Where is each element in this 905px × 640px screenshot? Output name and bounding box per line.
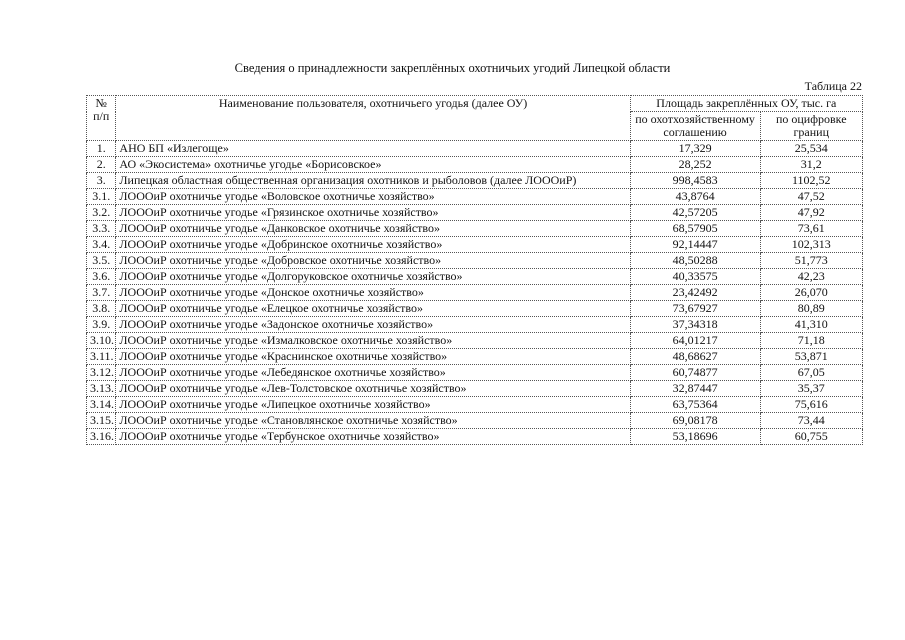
- header-area-digitization: по оцифровке границ: [760, 112, 863, 141]
- table-row: [87, 205, 863, 221]
- row-number: 3.10.: [87, 333, 116, 349]
- table-row: [87, 221, 863, 237]
- row-number: 3.11.: [87, 349, 116, 365]
- header-name: Наименование пользователя, охотничьего угодья (далее ОУ): [116, 96, 630, 141]
- row-name: ЛОООиР охотничье угодье «Тербунское охотничье хозяйство»: [116, 429, 630, 445]
- table-row: [87, 429, 863, 445]
- row-area-digitization: 75,616: [760, 397, 863, 413]
- row-name: ЛОООиР охотничье угодье «Лебедянское охотничье хозяйство»: [116, 365, 630, 381]
- table-row: [87, 317, 863, 333]
- row-area-agreement: 28,252: [630, 157, 760, 173]
- row-area-digitization: 73,44: [760, 413, 863, 429]
- row-number: 3.9.: [87, 317, 116, 333]
- row-name: ЛОООиР охотничье угодье «Донское охотничье хозяйство»: [116, 285, 630, 301]
- table-row: [87, 237, 863, 253]
- table-row: [87, 381, 863, 397]
- row-area-agreement: 43,8764: [630, 189, 760, 205]
- row-number: 3.15.: [87, 413, 116, 429]
- row-area-agreement: 60,74877: [630, 365, 760, 381]
- header-area-agreement: по охотхозяйственному соглашению: [630, 112, 760, 141]
- row-name: АО «Экосистема» охотничье угодье «Борисовское»: [116, 157, 630, 173]
- row-area-digitization: 73,61: [760, 221, 863, 237]
- row-name: ЛОООиР охотничье угодье «Данковское охотничье хозяйство»: [116, 221, 630, 237]
- table-row: [87, 301, 863, 317]
- row-name: ЛОООиР охотничье угодье «Становлянское охотничье хозяйство»: [116, 413, 630, 429]
- row-area-agreement: 92,14447: [630, 237, 760, 253]
- row-name: Липецкая областная общественная организация охотников и рыболовов (далее ЛОООиР): [116, 173, 630, 189]
- row-area-agreement: 69,08178: [630, 413, 760, 429]
- row-area-digitization: 102,313: [760, 237, 863, 253]
- row-number: 3.4.: [87, 237, 116, 253]
- table-row: [87, 333, 863, 349]
- row-name: ЛОООиР охотничье угодье «Добровское охотничье хозяйство»: [116, 253, 630, 269]
- table-row: [87, 349, 863, 365]
- row-number: 3.2.: [87, 205, 116, 221]
- row-area-digitization: 47,92: [760, 205, 863, 221]
- row-area-digitization: 41,310: [760, 317, 863, 333]
- document-title: Сведения о принадлежности закреплённых охотничьих угодий Липецкой области: [234, 61, 671, 75]
- row-area-agreement: 63,75364: [630, 397, 760, 413]
- row-area-agreement: 17,329: [630, 141, 760, 157]
- row-area-agreement: 73,67927: [630, 301, 760, 317]
- row-area-digitization: 53,871: [760, 349, 863, 365]
- header-number: № п/п: [87, 96, 116, 141]
- row-number: 3.: [87, 173, 116, 189]
- row-name: ЛОООиР охотничье угодье «Воловское охотничье хозяйство»: [116, 189, 630, 205]
- table-row: [87, 365, 863, 381]
- row-area-digitization: 25,534: [760, 141, 863, 157]
- table-header: [87, 96, 863, 141]
- row-area-digitization: 47,52: [760, 189, 863, 205]
- row-area-digitization: 26,070: [760, 285, 863, 301]
- row-area-agreement: 48,50288: [630, 253, 760, 269]
- row-number: 3.14.: [87, 397, 116, 413]
- row-number: 3.7.: [87, 285, 116, 301]
- row-number: 3.5.: [87, 253, 116, 269]
- table-row: [87, 285, 863, 301]
- row-area-digitization: 67,05: [760, 365, 863, 381]
- row-number: 3.3.: [87, 221, 116, 237]
- row-name: ЛОООиР охотничье угодье «Краснинское охотничье хозяйство»: [116, 349, 630, 365]
- table-row: [87, 157, 863, 173]
- row-name: ЛОООиР охотничье угодье «Елецкое охотничье хозяйство»: [116, 301, 630, 317]
- row-name: ЛОООиР охотничье угодье «Лев-Толстовское охотничье хозяйство»: [116, 381, 630, 397]
- row-area-agreement: 998,4583: [630, 173, 760, 189]
- row-area-agreement: 40,33575: [630, 269, 760, 285]
- table-row: [87, 173, 863, 189]
- row-number: 3.6.: [87, 269, 116, 285]
- row-number: 3.12.: [87, 365, 116, 381]
- row-area-digitization: 1102,52: [760, 173, 863, 189]
- row-name: ЛОООиР охотничье угодье «Задонское охотничье хозяйство»: [116, 317, 630, 333]
- table-body: [87, 141, 863, 445]
- row-name: АНО БП «Излегоще»: [116, 141, 630, 157]
- row-name: ЛОООиР охотничье угодье «Грязинское охотничье хозяйство»: [116, 205, 630, 221]
- row-area-agreement: 23,42492: [630, 285, 760, 301]
- row-area-digitization: 60,755: [760, 429, 863, 445]
- row-name: ЛОООиР охотничье угодье «Липецкое охотничье хозяйство»: [116, 397, 630, 413]
- table-row: [87, 413, 863, 429]
- row-area-agreement: 42,57205: [630, 205, 760, 221]
- header-area-group: Площадь закреплённых ОУ, тыс. га: [630, 96, 862, 112]
- row-number: 3.1.: [87, 189, 116, 205]
- row-area-digitization: 42,23: [760, 269, 863, 285]
- table-row: [87, 269, 863, 285]
- row-number: 3.16.: [87, 429, 116, 445]
- row-area-digitization: 35,37: [760, 381, 863, 397]
- row-area-digitization: 80,89: [760, 301, 863, 317]
- row-area-agreement: 64,01217: [630, 333, 760, 349]
- hunting-grounds-table: [86, 95, 863, 445]
- row-name: ЛОООиР охотничье угодье «Добринское охотничье хозяйство»: [116, 237, 630, 253]
- table-row: [87, 141, 863, 157]
- row-area-digitization: 71,18: [760, 333, 863, 349]
- row-name: ЛОООиР охотничье угодье «Измалковское охотничье хозяйство»: [116, 333, 630, 349]
- row-name: ЛОООиР охотничье угодье «Долгоруковское охотничье хозяйство»: [116, 269, 630, 285]
- row-area-agreement: 48,68627: [630, 349, 760, 365]
- table-row: [87, 397, 863, 413]
- row-area-agreement: 37,34318: [630, 317, 760, 333]
- row-area-agreement: 53,18696: [630, 429, 760, 445]
- row-number: 3.13.: [87, 381, 116, 397]
- table-row: [87, 253, 863, 269]
- table-row: [87, 189, 863, 205]
- row-area-digitization: 51,773: [760, 253, 863, 269]
- table-label: Таблица 22: [804, 79, 862, 93]
- row-number: 1.: [87, 141, 116, 157]
- row-area-agreement: 68,57905: [630, 221, 760, 237]
- header-row: [87, 96, 863, 112]
- row-number: 2.: [87, 157, 116, 173]
- row-number: 3.8.: [87, 301, 116, 317]
- row-area-agreement: 32,87447: [630, 381, 760, 397]
- row-area-digitization: 31,2: [760, 157, 863, 173]
